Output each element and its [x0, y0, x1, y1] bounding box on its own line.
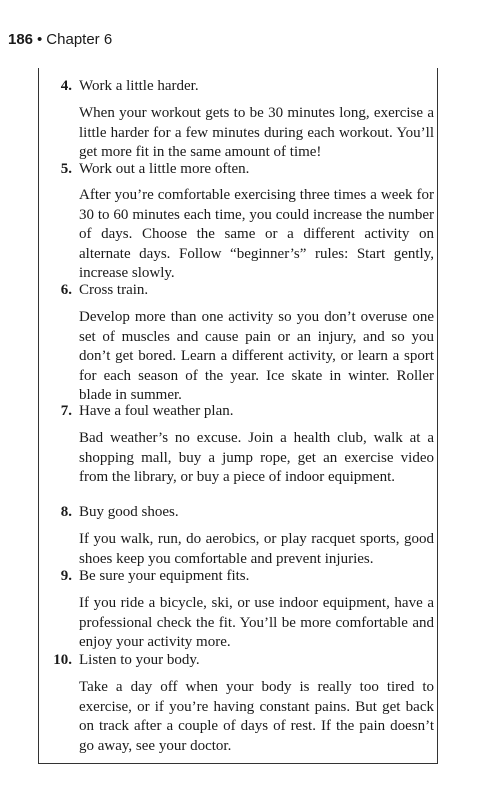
tip-number: 10. — [53, 652, 72, 668]
tip-body: Take a day off when your body is really too tired to exercise, or if you’re having constant pains. But get back on track after a couple of days of rest. If the pain doesn’t go away, see your doctor. — [79, 679, 434, 754]
tip-title: Buy good shoes. — [79, 504, 179, 520]
tip-body: If you walk, run, do aerobics, or play racquet sports, good shoes keep you comfortable and prevent injuries. — [79, 531, 434, 567]
tip-number: 7. — [60, 403, 72, 419]
tip-number: 4. — [60, 78, 72, 94]
tip-number: 5. — [60, 161, 72, 177]
tip-body: After you’re comfortable exercising three times a week for 30 to 60 minutes each time, you could increase the number of days. Choose the same or a different activity on alternate days. Follow “beginner’s” rules: Start gently, increase slowly. — [79, 187, 434, 281]
tip-title: Cross train. — [79, 282, 149, 298]
tip-title: Listen to your body. — [79, 652, 200, 668]
tip-title: Have a foul weather plan. — [79, 403, 234, 419]
page-header — [8, 30, 112, 50]
tip-number: 9. — [60, 568, 72, 584]
page-number: 186 — [8, 31, 34, 48]
tip-body: Bad weather’s no excuse. Join a health club, walk at a shopping mall, buy a jump rope, get an exercise video from the library, or buy a piece of indoor equipment. — [79, 430, 434, 485]
tip-title: Work out a little more often. — [79, 161, 250, 177]
tip-number: 8. — [60, 504, 72, 520]
tips-box — [38, 68, 438, 764]
tip-body: Develop more than one activity so you don’t overuse one set of muscles and cause pain or an injury, and so you don’t get bored. Learn a different activity, or learn a sport for each season of the year. Ice skate in winter. Roller blade in summer. — [79, 309, 434, 403]
tip-body: When your workout gets to be 30 minutes long, exercise a little harder for a few minutes during each workout. You’ll get more fit in the same amount of time! — [79, 105, 434, 160]
tip-title: Be sure your equipment fits. — [79, 568, 250, 584]
chapter-label: Chapter 6 — [46, 31, 113, 48]
header-separator: • — [37, 31, 43, 48]
tip-title: Work a little harder. — [79, 78, 199, 94]
tip-body: If you ride a bicycle, ski, or use indoor equipment, have a professional check the fit. You’ll be more comfortable and enjoy your activity more. — [79, 595, 434, 650]
tip-number: 6. — [60, 282, 72, 298]
